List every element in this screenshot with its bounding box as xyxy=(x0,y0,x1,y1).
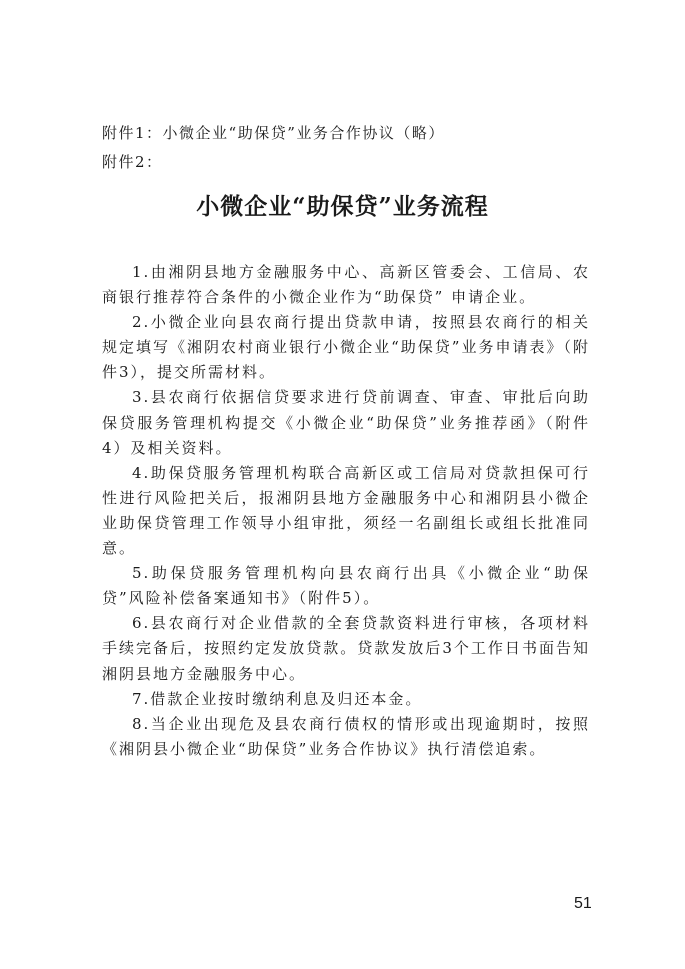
step-5-paragraph: 5.助保贷服务管理机构向县农商行出具《小微企业“助保贷”风险补偿备案通知书》（附件5）。 xyxy=(102,564,590,608)
document-title: 小微企业“助保贷”业务流程 xyxy=(196,193,489,220)
attachment-2-line: 附件2： xyxy=(102,153,163,171)
step-7-paragraph: 7.借款企业按时缴纳利息及归还本金。 xyxy=(132,689,423,708)
step-1-paragraph: 1.由湘阴县地方金融服务中心、高新区管委会、工信局、农商银行推荐符合条件的小微企业作为“助保贷” 申请企业。 xyxy=(102,263,590,307)
step-6-paragraph: 6.县农商行对企业借款的全套贷款资料进行审核，各项材料手续完备后，按照约定发放贷款。贷款发放后3个工作日书面告知湘阴县地方金融服务中心。 xyxy=(102,614,590,683)
step-4-paragraph: 4.助保贷服务管理机构联合高新区或工信局对贷款担保可行性进行风险把关后，报湘阴县地方金融服务中心和湘阴县小微企业助保贷管理工作领导小组审批，须经一名副组长或组长批准同意。 xyxy=(102,463,590,558)
step-3-paragraph: 3.县农商行依据信贷要求进行贷前调查、审查、审批后向助保贷服务管理机构提交《小微企业“助保贷”业务推荐函》（附件4）及相关资料。 xyxy=(102,388,590,457)
page-number: 51 xyxy=(574,895,592,912)
attachment-1-line: 附件1：小微企业“助保贷”业务合作协议（略） xyxy=(102,124,445,142)
process-steps xyxy=(102,260,590,762)
step-2-paragraph: 2.小微企业向县农商行提出贷款申请，按照县农商行的相关规定填写《湘阴农村商业银行小微企业“助保贷”业务申请表》（附件3），提交所需材料。 xyxy=(102,313,590,382)
step-8-paragraph: 8.当企业出现危及县农商行债权的情形或出现逾期时，按照《湘阴县小微企业“助保贷”业务合作协议》执行清偿追索。 xyxy=(102,714,590,758)
